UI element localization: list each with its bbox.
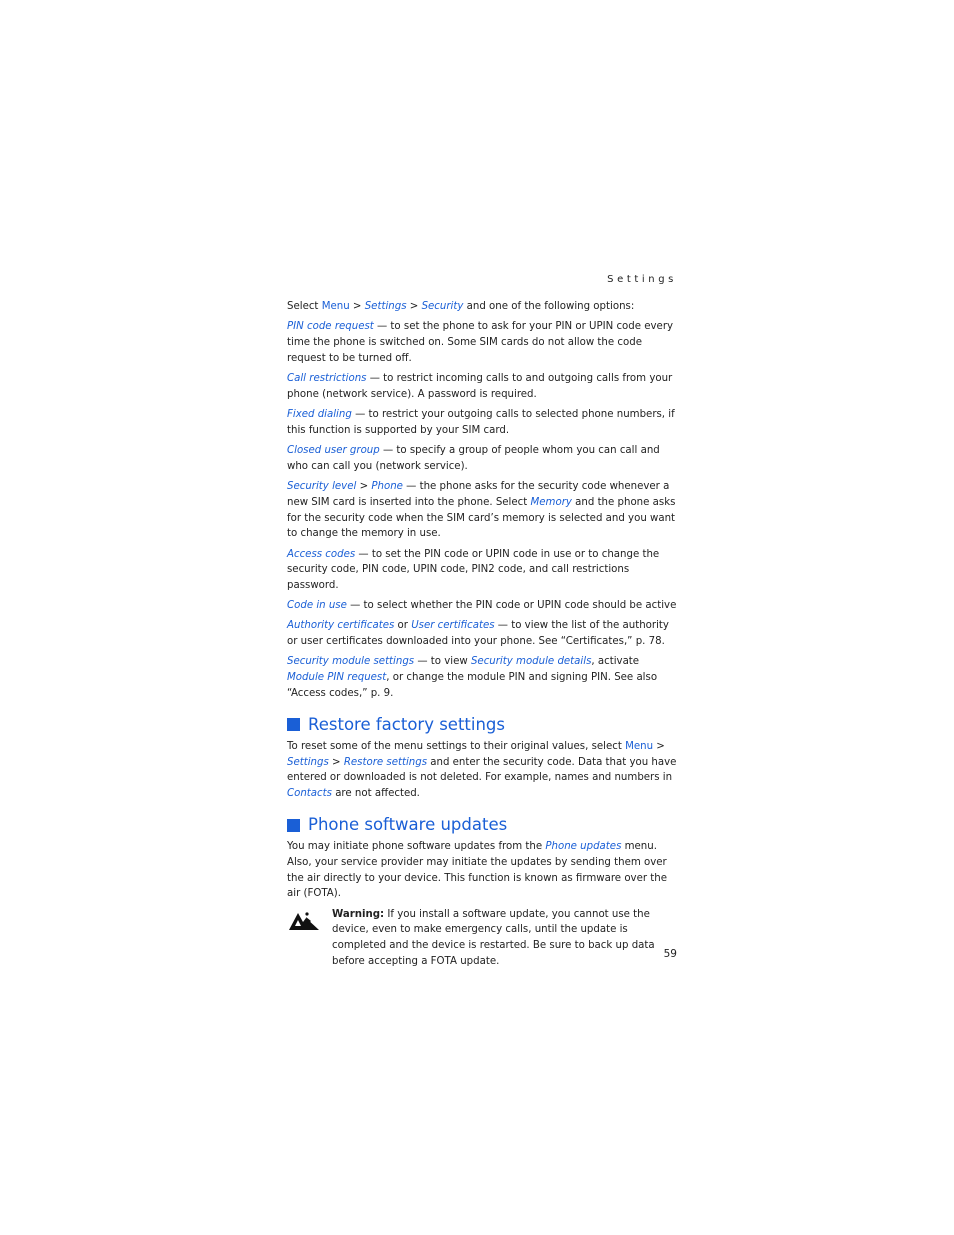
- running-head: Settings: [607, 274, 677, 285]
- menu-link[interactable]: Menu: [321, 301, 350, 312]
- security-level-link[interactable]: Security level: [287, 480, 357, 492]
- restore-settings-link[interactable]: Restore settings: [343, 756, 428, 768]
- phone-software-updates-heading: Phone software updates: [287, 814, 677, 836]
- pin-code-request-link[interactable]: PIN code request: [287, 321, 374, 333]
- code-in-use-link[interactable]: Code in use: [287, 600, 347, 612]
- option-security-module: Security module settings — to view Security module details, activate Module PIN request, or change the module PIN and signing PIN. See also “Access codes,” p. 9.: [287, 656, 658, 700]
- warning-label: Warning:: [332, 908, 385, 920]
- access-codes-link[interactable]: Access codes: [287, 548, 356, 560]
- warning-text: If you install a software update, you cannot use the device, even to make emergency calls, until the update is completed and the device is restarted. Be sure to back up data before accepting a FOTA update.: [332, 908, 655, 967]
- warning-icon: [287, 907, 332, 932]
- settings-link[interactable]: Settings: [364, 301, 407, 312]
- intro-paragraph: Select Menu > Settings > Security and one of the following options:: [287, 301, 635, 312]
- restore-paragraph: To reset some of the menu settings to their original values, select Menu > Settings > Restore settings and enter the security code. Data that you have entered or downloaded is not deleted. For example, names and numbers in Contacts are not affected.: [287, 740, 677, 800]
- heading-square-icon: [287, 819, 300, 832]
- heading-square-icon: [287, 718, 300, 731]
- phone-updates-link[interactable]: Phone updates: [545, 841, 622, 853]
- memory-link[interactable]: Memory: [530, 496, 572, 508]
- phone-link[interactable]: Phone: [371, 480, 403, 492]
- restore-factory-settings-heading: Restore factory settings: [287, 714, 677, 736]
- option-pin-code-request: PIN code request — to set the phone to ask for your PIN or UPIN code every time the phone is switched on. Some SIM cards do not allow the code request to be turned off.: [287, 321, 674, 364]
- restore-menu-link[interactable]: Menu: [625, 740, 654, 752]
- warning-note: [287, 907, 677, 970]
- module-pin-request-link[interactable]: Module PIN request: [287, 672, 387, 684]
- option-security-level: Security level > Phone — the phone asks for the security code whenever a new SIM card is inserted into the phone. Select Memory and the phone asks for the security code when the SIM card’s memory is selected and you want to change the memory in use.: [287, 480, 676, 540]
- option-code-in-use: Code in use — to select whether the PIN code or UPIN code should be active: [287, 600, 677, 612]
- option-closed-user-group: Closed user group — to specify a group of people whom you can call and who can call you (network service).: [287, 444, 660, 472]
- restore-settings-menu-link[interactable]: Settings: [287, 756, 329, 768]
- option-access-codes: Access codes — to set the PIN code or UPIN code in use or to change the security code, PIN code, UPIN code, PIN2 code, and call restrictions password.: [287, 548, 660, 592]
- updates-paragraph: You may initiate phone software updates from the Phone updates menu. Also, your service provider may initiate the updates by sending them over the air directly to your device. This function is known as firmware over the air (FOTA).: [287, 841, 667, 900]
- call-restrictions-link[interactable]: Call restrictions: [287, 372, 367, 384]
- contacts-link[interactable]: Contacts: [287, 788, 332, 800]
- security-module-details-link[interactable]: Security module details: [470, 656, 592, 668]
- option-fixed-dialing: Fixed dialing — to restrict your outgoing calls to selected phone numbers, if this function is supported by your SIM card.: [287, 408, 675, 436]
- user-certificates-link[interactable]: User certificates: [411, 620, 495, 632]
- security-module-settings-link[interactable]: Security module settings: [287, 656, 415, 668]
- page-number: 59: [663, 948, 677, 960]
- option-call-restrictions: Call restrictions — to restrict incoming calls to and outgoing calls from your phone (network service). A password is required.: [287, 372, 673, 400]
- option-certificates: Authority certificates or User certificates — to view the list of the authority or user certificates downloaded into your phone. See “Certificates,” p. 78.: [287, 620, 669, 648]
- closed-user-group-link[interactable]: Closed user group: [287, 444, 380, 456]
- authority-certificates-link[interactable]: Authority certificates: [287, 620, 395, 632]
- security-link[interactable]: Security: [421, 301, 464, 312]
- fixed-dialing-link[interactable]: Fixed dialing: [287, 408, 352, 420]
- main-content: [287, 299, 677, 970]
